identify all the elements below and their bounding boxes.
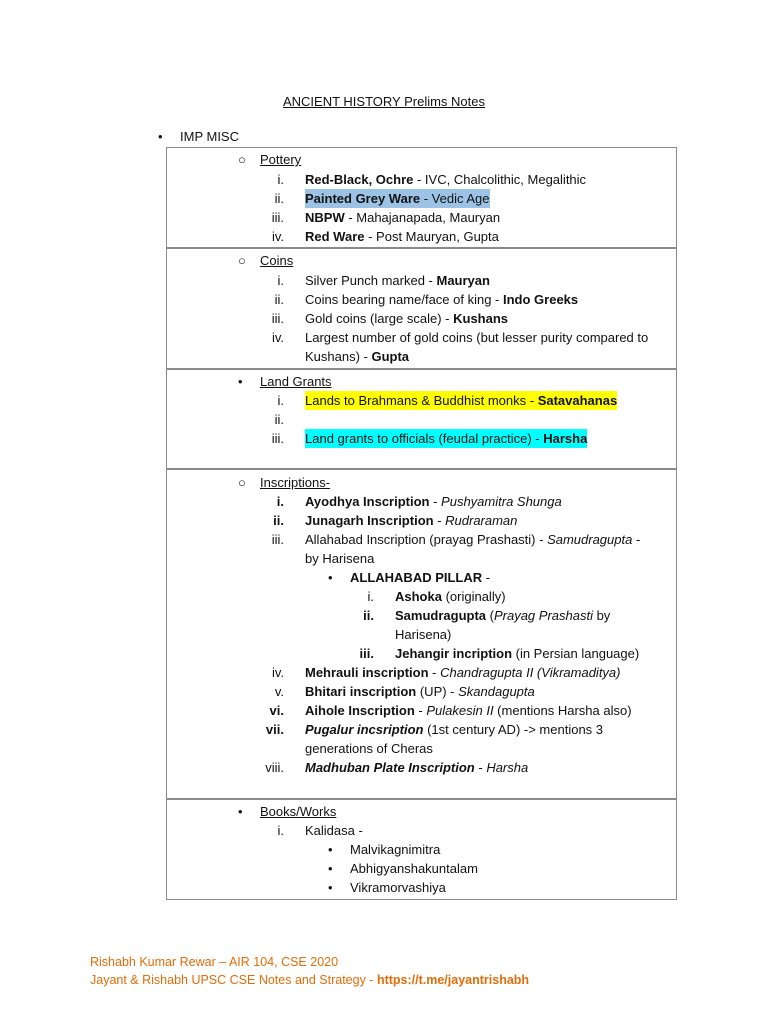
list-number: i. (277, 823, 284, 838)
list-number: i. (277, 393, 284, 408)
list-item: Junagarh Inscription - Rudraraman (305, 513, 518, 528)
page-title: ANCIENT HISTORY Prelims Notes (282, 94, 486, 109)
list-item: Aihole Inscription - Pulakesin II (mentions Harsha also) (305, 703, 632, 718)
circle-bullet-icon: ○ (238, 152, 246, 167)
list-item: Red Ware - Post Mauryan, Gupta (305, 229, 499, 244)
bullet-icon: • (328, 880, 333, 895)
bullet-icon: • (328, 842, 333, 857)
list-number: ii. (274, 191, 284, 206)
bullet-icon: • (238, 804, 243, 819)
pottery-heading: Pottery (260, 152, 302, 167)
list-item: Ayodhya Inscription - Pushyamitra Shunga (305, 494, 562, 509)
list-item-continuation: by Harisena (305, 551, 375, 566)
bullet-icon: • (328, 861, 333, 876)
list-item: Samudragupta (Prayag Prashasti by (395, 608, 611, 623)
list-number: iv. (271, 330, 284, 345)
list-item: Jehangir incription (in Persian language) (395, 646, 640, 661)
list-number: vii. (265, 722, 284, 737)
list-number: ii. (274, 292, 284, 307)
list-item: Red-Black, Ochre - IVC, Chalcolithic, Megalithic (305, 172, 587, 187)
list-number: iii. (271, 532, 284, 547)
list-number: i. (367, 589, 374, 604)
bullet-icon: • (238, 374, 243, 389)
list-item-continuation: generations of Cheras (305, 741, 433, 756)
list-number: ii. (363, 608, 374, 623)
top-bullet-label: IMP MISC (180, 129, 239, 144)
top-bullet (158, 129, 239, 144)
list-number: v. (274, 684, 284, 699)
coins-heading: Coins (260, 253, 294, 268)
list-item: Land grants to officials (feudal practice) - Harsha (305, 431, 588, 446)
list-item: Silver Punch marked - Mauryan (305, 273, 490, 288)
circle-bullet-icon: ○ (238, 475, 246, 490)
list-item: Allahabad Inscription (prayag Prashasti) - Samudragupta - (305, 532, 641, 547)
list-item: Bhitari inscription (UP) - Skandagupta (305, 684, 535, 699)
list-item-continuation: Harisena) (395, 627, 452, 642)
inscriptions-heading: Inscriptions- (260, 475, 331, 490)
list-number: i. (277, 172, 284, 187)
bullet-icon: • (328, 570, 333, 585)
list-item: Largest number of gold coins (but lesser purity compared to (305, 330, 649, 345)
work-item: Abhigyanshakuntalam (350, 861, 478, 876)
list-number: i. (277, 273, 284, 288)
footer-author: Rishabh Kumar Rewar – AIR 104, CSE 2020 (90, 955, 339, 969)
land-grants-heading: Land Grants (260, 374, 332, 389)
list-item: Ashoka (originally) (395, 589, 506, 604)
list-item: Mehrauli inscription - Chandragupta II (Vikramaditya) (305, 665, 621, 680)
list-number: i. (276, 494, 284, 509)
list-number: iii. (271, 210, 284, 225)
list-item-continuation: Kushans) - Gupta (305, 349, 410, 364)
list-number: viii. (265, 760, 284, 775)
list-item: Coins bearing name/face of king - Indo Greeks (305, 292, 579, 307)
footer-strategy: Jayant & Rishabh UPSC CSE Notes and Strategy - https://t.me/jayantrishabh (90, 973, 530, 987)
list-item: Madhuban Plate Inscription - Harsha (305, 760, 529, 775)
list-item: Painted Grey Ware - Vedic Age (305, 191, 490, 206)
list-number: ii. (273, 513, 284, 528)
bullet-icon: • (158, 129, 163, 144)
circle-bullet-icon: ○ (238, 253, 246, 268)
list-item: Gold coins (large scale) - Kushans (305, 311, 509, 326)
sub-heading: ALLAHABAD PILLAR - (350, 570, 491, 585)
list-number: iii. (359, 646, 374, 661)
list-item: Lands to Brahmans & Buddhist monks - Satavahanas (305, 393, 618, 408)
list-number: vi. (269, 703, 284, 718)
books-heading: Books/Works (260, 804, 337, 819)
list-number: iii. (271, 311, 284, 326)
list-number: iii. (271, 431, 284, 446)
work-item: Malvikagnimitra (350, 842, 441, 857)
telegram-link[interactable]: https://t.me/jayantrishabh (376, 973, 530, 987)
list-number: iv. (271, 665, 284, 680)
list-number: iv. (271, 229, 284, 244)
list-item: Pugalur incsription (1st century AD) -> mentions 3 (305, 722, 604, 737)
list-item: Kalidasa - (305, 823, 363, 838)
list-item: NBPW - Mahajanapada, Mauryan (305, 210, 501, 225)
work-item: Vikramorvashiya (350, 880, 446, 895)
list-number: ii. (274, 412, 284, 427)
